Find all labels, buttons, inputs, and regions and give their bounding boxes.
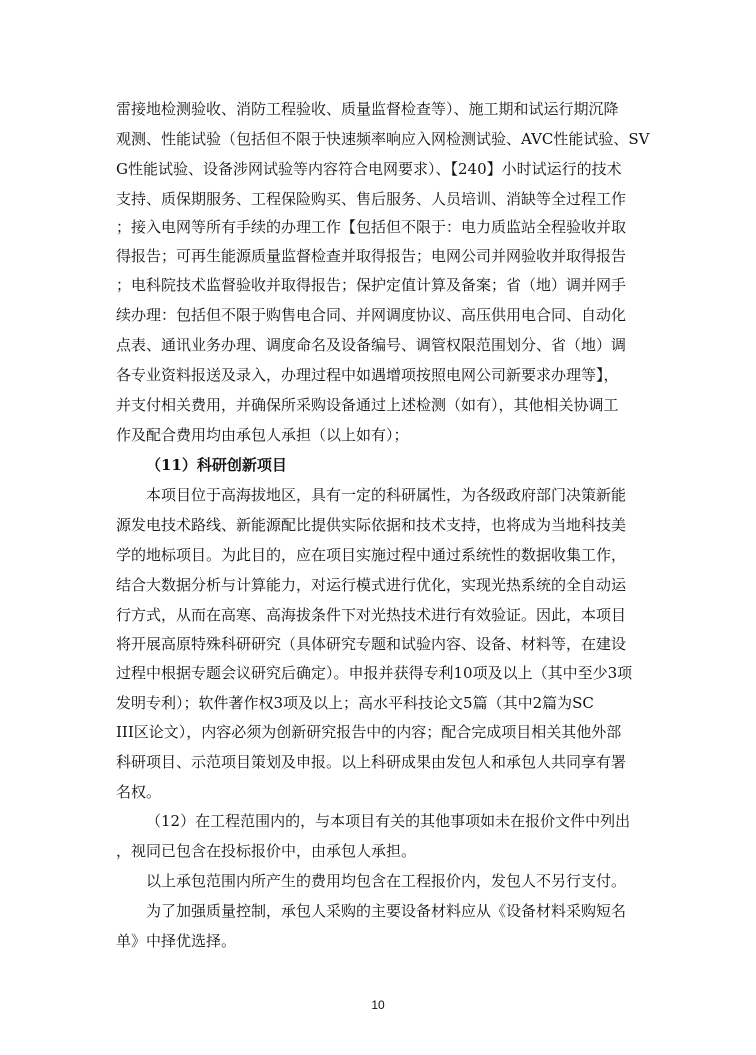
body-line: 名权。 <box>116 783 162 801</box>
body-line: 观测、性能试验（包括但不限于快速频率响应入网检测试验、AVC性能试验、SV <box>116 130 650 148</box>
body-line: 本项目位于高海拔地区，具有一定的科研属性，为各级政府部门决策新能 <box>146 486 627 504</box>
body-line: 续办理：包括但不限于购售电合同、并网调度协议、高压供用电合同、自动化 <box>116 306 627 324</box>
section-heading: （11）科研创新项目 <box>146 456 287 474</box>
body-line: 行方式，从而在高寒、高海拔条件下对光热技术进行有效验证。因此，本项目 <box>116 606 627 624</box>
body-line: 各专业资料报送及录入，办理过程中如遇增项按照电网公司新要求办理等】， <box>116 366 619 384</box>
body-line: III区论文），内容必须为创新研究报告中的内容；配合完成项目相关其他外部 <box>116 723 622 741</box>
body-line: （12）在工程范围内的，与本项目有关的其他事项如未在报价文件中列出 <box>146 812 631 830</box>
body-line: 得报告；可再生能源质量监督检查并取得报告；电网公司并网验收并取得报告 <box>116 247 627 265</box>
body-line: 并支付相关费用，并确保所采购设备通过上述检测（如有），其他相关协调工 <box>116 396 619 414</box>
body-line: ，视同已包含在投标报价中，由承包人承担。 <box>116 842 417 860</box>
body-line: 源发电技术路线、新能源配比提供实际依据和技术支持，也将成为当地科技美 <box>116 516 627 534</box>
body-line: 单》中择优选择。 <box>116 932 237 950</box>
body-line: 结合大数据分析与计算能力，对运行模式进行优化，实现光热系统的全自动运 <box>116 576 627 594</box>
body-line: 发明专利）；软件著作权3项及以上；高水平科技论文5篇（其中2篇为SC <box>116 694 594 712</box>
body-line: 过程中根据专题会议研究后确定）。申报并获得专利10项及以上（其中至少3项 <box>116 664 633 682</box>
body-line: 雷接地检测验收、消防工程验收、质量监督检查等）、施工期和试运行期沉降 <box>116 100 619 118</box>
page-number: 10 <box>371 998 385 1012</box>
body-line: ；接入电网等所有手续的办理工作【包括但不限于：电力质监站全程验收并取 <box>116 218 627 236</box>
body-line: 点表、通讯业务办理、调度命名及设备编号、调管权限范围划分、省（地）调 <box>116 336 627 354</box>
body-line: 科研项目、示范项目策划及申报。以上科研成果由发包人和承包人共同享有署 <box>116 753 627 771</box>
body-line: 支持、质保期服务、工程保险购买、售后服务、人员培训、消缺等全过程工作 <box>116 190 627 208</box>
body-line: 将开展高原特殊科研研究（具体研究专题和试验内容、设备、材料等，在建设 <box>116 635 627 653</box>
body-line: 以上承包范围内所产生的费用均包含在工程报价内，发包人不另行支付。 <box>146 872 627 890</box>
body-line: G性能试验、设备涉网试验等内容符合电网要求）、【240】小时试运行的技术 <box>116 160 622 178</box>
body-line: 为了加强质量控制，承包人采购的主要设备材料应从《设备材料采购短名 <box>146 902 627 920</box>
body-line: ；电科院技术监督验收并取得报告；保护定值计算及备案；省（地）调并网手 <box>116 276 627 294</box>
body-line: 学的地标项目。为此目的，应在项目实施过程中通过系统性的数据收集工作， <box>116 546 627 564</box>
body-line: 作及配合费用均由承包人承担（以上如有）； <box>116 426 409 444</box>
